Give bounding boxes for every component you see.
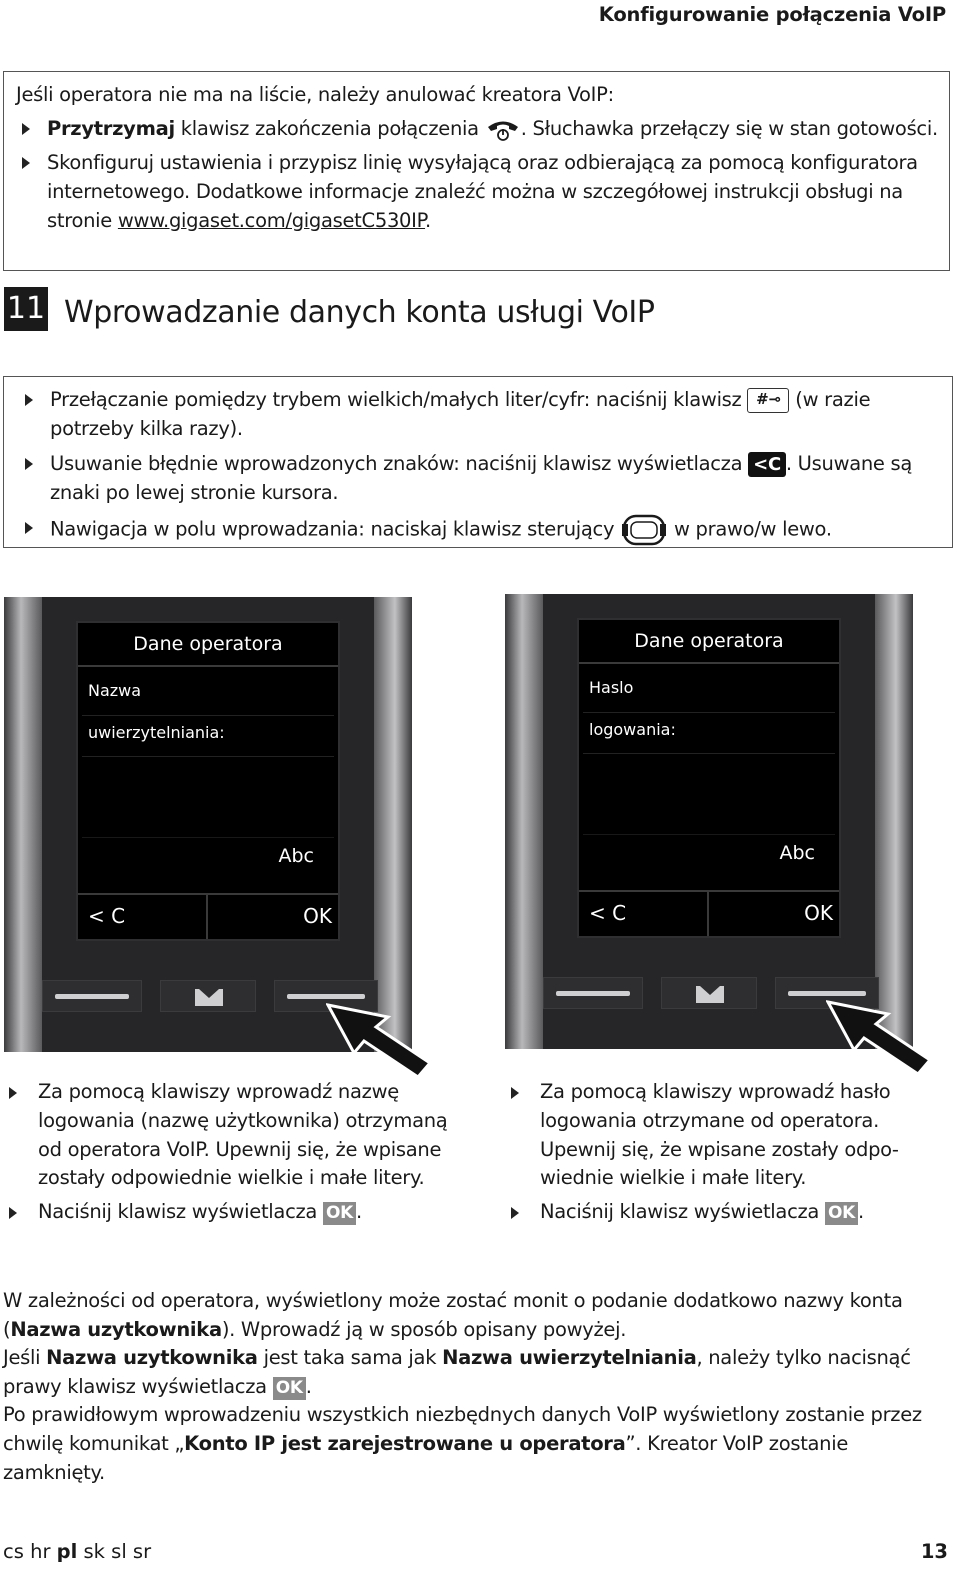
divider (82, 837, 334, 838)
screen-title: Dane operatora (579, 620, 839, 664)
end-call-icon (485, 118, 521, 142)
footer-text: sk sl sr (77, 1540, 152, 1563)
item-end: . Usuwane są znaki po lewej stronie kursora. (50, 452, 913, 504)
language-footer (3, 1540, 151, 1563)
message-key[interactable] (160, 980, 256, 1012)
key-bar (788, 991, 866, 996)
item-text: Usuwanie błędnie wprowadzonych znaków: naciśnij klawisz wyświetlacza (50, 452, 749, 475)
envelope-icon (696, 986, 724, 1003)
text: ”. Kreator VoIP zostanie zamknięty. (3, 1431, 849, 1484)
item-end: . (425, 209, 431, 232)
list-item (22, 513, 952, 547)
tips-box (3, 376, 953, 548)
website-link[interactable]: www.gigaset.com/gigasetC530IP (117, 209, 426, 232)
item-end: . (356, 1200, 362, 1224)
divider (707, 892, 709, 936)
item-text: Nawigacja w polu wprowadzania: naciskaj klawisz sterujący (50, 517, 621, 541)
list-item (16, 114, 949, 143)
divider (583, 712, 835, 713)
divider (583, 753, 835, 754)
field-label: Nazwa (88, 681, 142, 700)
phone-edge (374, 597, 412, 1052)
key-bar (287, 994, 365, 999)
item-text: Naciśnij klawisz wyświetlacza (38, 1200, 323, 1224)
left-display-key[interactable] (543, 977, 643, 1009)
item-end: . (858, 1200, 864, 1224)
paragraph-1 (3, 1287, 953, 1344)
phone-edge (4, 597, 42, 1052)
phone-display-1 (4, 597, 412, 1052)
divider (206, 895, 208, 939)
bold-text: Konto IP jest zarejestrowane u operatora (184, 1431, 626, 1455)
navigation-key-icon (620, 513, 668, 547)
phone-screen (577, 618, 841, 938)
item-text-end: . Słuchawka przełączy się w stan gotowości. (520, 117, 938, 140)
list-item (22, 449, 952, 507)
text: jest taka sama jak (257, 1346, 443, 1370)
current-language: pl (56, 1540, 78, 1563)
envelope-icon (195, 989, 223, 1006)
body-paragraph (3, 1287, 953, 1487)
pointer-arrow-icon (326, 1003, 434, 1079)
field-label: Haslo (589, 678, 634, 697)
section-number: 11 (4, 287, 48, 331)
section-title: Wprowadzanie danych konta usługi VoIP (64, 295, 655, 330)
bold-text: Nazwa uzytkownika (46, 1346, 258, 1370)
bold-text: Nazwa uwierzytelniania (442, 1346, 697, 1370)
phone-edge (875, 594, 913, 1049)
item-text: Przełączanie pomiędzy trybem wielkich/małych liter/cyfr: naciśnij klawisz (50, 388, 748, 411)
text: W zależności od operatora, wyświetlony może zostać monit o podanie dodatkowo nazwy konta ( (3, 1289, 903, 1341)
softkey-right[interactable]: OK (303, 904, 332, 928)
running-header: Konfigurowanie połączenia VoIP (598, 3, 946, 26)
footer-text: cs hr (3, 1540, 57, 1563)
left-instructions (4, 1078, 454, 1227)
divider (82, 756, 334, 757)
input-mode-indicator: Abc (779, 842, 815, 864)
right-instructions (506, 1078, 936, 1227)
softkey-bar (579, 890, 839, 936)
bold-text: Przytrzymaj (47, 117, 175, 140)
list-item (4, 1198, 454, 1227)
text: Po prawidłowym wprowadzeniu wszystkich niezbędnych danych VoIP wyświetlony zostanie przez chwilę komunikat „ (3, 1403, 922, 1455)
phone-display-2 (505, 594, 913, 1049)
text: , należy tylko nacisnąć prawy klawisz wyświetlacza (3, 1346, 911, 1398)
key-bar (55, 994, 129, 999)
ok-key-icon: OK (273, 1377, 306, 1400)
delete-key-icon: <C (748, 452, 786, 477)
list-item: Za pomocą klawiszy wprowadź hasło logowania otrzymane od operatora. Upewnij się, że wpisane zostały odpowiednie wielkie i małe litery. (506, 1078, 936, 1193)
item-end: (w razie potrzeby kilka razy). (50, 388, 871, 440)
ok-key-icon: OK (323, 1202, 356, 1225)
item-text: Naciśnij klawisz wyświetlacza (540, 1200, 825, 1224)
phone-screen (76, 621, 340, 941)
box-intro: Jeśli operatora nie ma na liście, należy anulować kreatora VoIP: (16, 83, 614, 106)
text: ). Wprowadź ją w sposób opisany powyżej. (221, 1317, 627, 1341)
softkey-left[interactable]: < C (88, 904, 126, 928)
input-mode-indicator: Abc (278, 845, 314, 867)
item-end: w prawo/w lewo. (668, 517, 832, 541)
left-display-key[interactable] (42, 980, 142, 1012)
softkey-left[interactable]: < C (589, 901, 627, 925)
list-item (22, 385, 952, 443)
list-item (16, 148, 949, 235)
screen-title: Dane operatora (78, 623, 338, 667)
bold-text: Nazwa uzytkownika (10, 1317, 222, 1341)
paragraph-3 (3, 1401, 953, 1487)
item-text: Skonfiguruj ustawienia i przypisz linię wysyłającą oraz odbierającą za pomocą konfiguratora internetowego. Dodatkowe informacje znaleźć można w szczegółowej instrukcji obsługi na stronie (47, 151, 918, 232)
field-label: logowania: (589, 720, 676, 739)
hash-key-icon: #⊸ (747, 388, 789, 413)
pointer-arrow-icon (826, 1000, 934, 1076)
message-key[interactable] (661, 977, 757, 1009)
list-item (506, 1198, 936, 1227)
item-text: klawisz zakończenia połączenia (174, 117, 485, 140)
softkey-right[interactable]: OK (804, 901, 833, 925)
divider (82, 715, 334, 716)
field-label: uwierzytelniania: (88, 723, 225, 742)
paragraph-2 (3, 1344, 953, 1401)
text: Jeśli (3, 1346, 47, 1370)
text: . (305, 1374, 312, 1398)
phone-edge (505, 594, 543, 1049)
softkey-bar (78, 893, 338, 939)
key-bar (556, 991, 630, 996)
divider (583, 834, 835, 835)
list-item: Za pomocą klawiszy wprowadź nazwę logowania (nazwę użytkownika) otrzymaną od operatora VoIP. Upewnij się, że wpisane zostały odpowiednie wielkie i małe litery. (4, 1078, 454, 1193)
ok-key-icon: OK (825, 1202, 858, 1225)
info-box-operator-missing (3, 71, 950, 271)
page-number: 13 (920, 1540, 948, 1563)
